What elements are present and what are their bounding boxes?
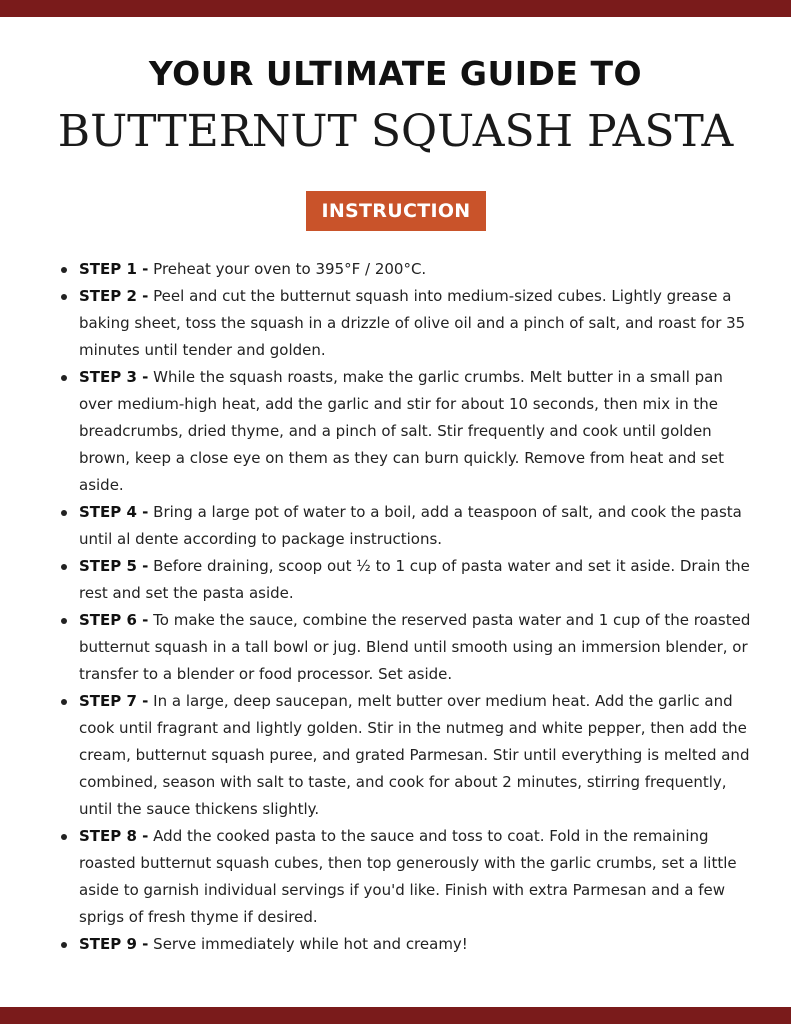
step-text: Peel and cut the butternut squash into medium-sized cubes. Lightly grease a baking sheet, toss the squash in a drizzle of olive oil and a pinch of salt, and roast for 35 minutes until tender and golden.	[79, 287, 746, 359]
step-item-3	[57, 364, 757, 499]
step-item-1	[57, 256, 757, 283]
step-label: STEP 6 -	[79, 611, 149, 629]
step-label: STEP 9 -	[79, 935, 149, 953]
step-item-5	[57, 553, 757, 607]
step-label: STEP 3 -	[79, 368, 149, 386]
top-border-bar	[0, 0, 791, 17]
step-text: While the squash roasts, make the garlic crumbs. Melt butter in a small pan over medium-high heat, add the garlic and stir for about 10 seconds, then mix in the breadcrumbs, dried thyme, and a pinch of salt. Stir frequently and cook until golden brown, keep a close eye on them as they can burn quickly. Remove from heat and set aside.	[79, 368, 724, 494]
page-title: BUTTERNUT SQUASH PASTA	[57, 106, 734, 157]
step-text: Preheat your oven to 395°F / 200°C.	[153, 260, 427, 278]
step-label: STEP 2 -	[79, 287, 149, 305]
step-item-9	[57, 931, 757, 958]
step-label: STEP 8 -	[79, 827, 149, 845]
step-text: Bring a large pot of water to a boil, add a teaspoon of salt, and cook the pasta until al dente according to package instructions.	[79, 503, 742, 548]
step-label: STEP 7 -	[79, 692, 149, 710]
steps-list	[57, 256, 757, 958]
page-subtitle: YOUR ULTIMATE GUIDE TO	[148, 54, 643, 93]
step-text: In a large, deep saucepan, melt butter over medium heat. Add the garlic and cook until fragrant and lightly golden. Stir in the nutmeg and white pepper, then add the cream, butternut squash puree, and grated Parmesan. Stir until everything is melted and combined, season with salt to taste, and cook for about 2 minutes, stirring frequently, until the sauce thickens slightly.	[79, 692, 750, 818]
step-item-8	[57, 823, 757, 931]
step-item-4	[57, 499, 757, 553]
step-text: Add the cooked pasta to the sauce and toss to coat. Fold in the remaining roasted butternut squash cubes, then top generously with the garlic crumbs, set a little aside to garnish individual servings if you'd like. Finish with extra Parmesan and a few sprigs of fresh thyme if desired.	[79, 827, 737, 926]
step-label: STEP 4 -	[79, 503, 149, 521]
step-text: Before draining, scoop out ½ to 1 cup of pasta water and set it aside. Drain the rest and set the pasta aside.	[79, 557, 750, 602]
step-label: STEP 1 -	[79, 260, 149, 278]
instruction-badge: INSTRUCTION	[306, 191, 486, 231]
step-item-7	[57, 688, 757, 823]
step-text: To make the sauce, combine the reserved pasta water and 1 cup of the roasted butternut squash in a tall bowl or jug. Blend until smooth using an immersion blender, or transfer to a blender or food processor. Set aside.	[79, 611, 751, 683]
step-label: STEP 5 -	[79, 557, 149, 575]
step-text: Serve immediately while hot and creamy!	[153, 935, 468, 953]
step-item-6	[57, 607, 757, 688]
step-item-2	[57, 283, 757, 364]
bottom-border-bar	[0, 1007, 791, 1024]
